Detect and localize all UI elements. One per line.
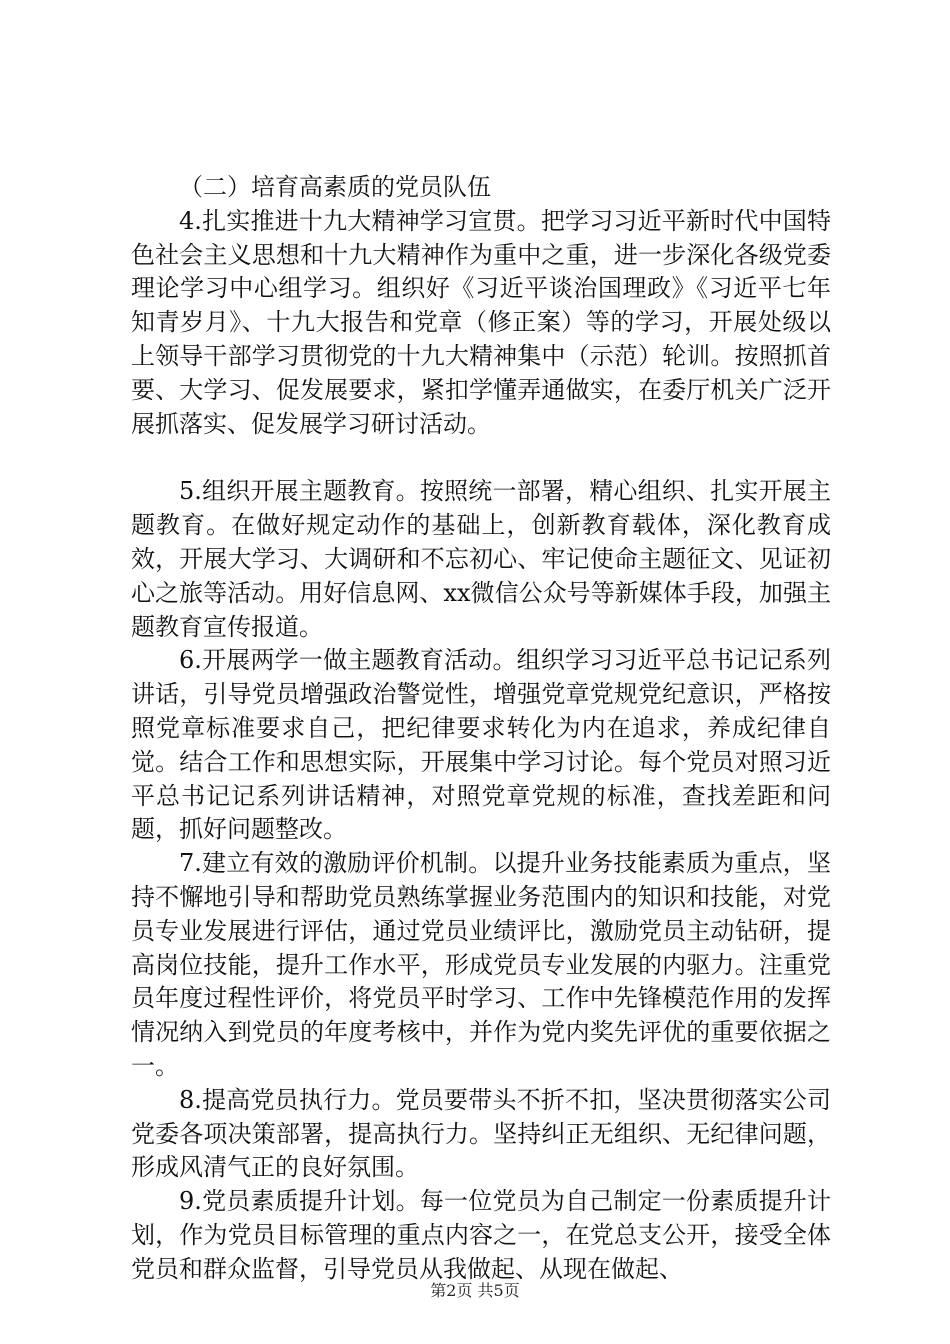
page-footer: 第2页 共5页 [430,1281,520,1300]
paragraph-6: 6.开展两学一做主题教育活动。组织学习习近平总书记记系列讲话，引导党员增强政治警觉性，增强党章党规党纪意识，严格按照党章标准要求自己，把纪律要求转化为内在追求，养成纪律自觉。结合工作和思想实际，开展集中学习讨论。每个党员对照习近平总书记记系列讲话精神，对照党章党规的标准，查找差距和问题，抓好问题整改。 [131,646,831,844]
paragraph-5: 5.组织开展主题教育。按照统一部署，精心组织、扎实开展主题教育。在做好规定动作的基础上，创新教育载体，深化教育成效，开展大学习、大调研和不忘初心、牢记使命主题征文、见证初心之旅等活动。用好信息网、xx微信公众号等新媒体手段，加强主题教育宣传报道。 [131,477,831,641]
document-body [131,171,831,1287]
paragraph-7: 7.建立有效的激励评价机制。以提升业务技能素质为重点，坚持不懈地引导和帮助党员熟练掌握业务范围内的知识和技能，对党员专业发展进行评估，通过党员业绩评比，激励党员主动钻研，提高岗位技能，提升工作水平，形成党员专业发展的内驱力。注重党员年度过程性评价，将党员平时学习、工作中先锋模范作用的发挥情况纳入到党员的年度考核中，并作为党内奖先评优的重要依据之一。 [131,849,831,1080]
paragraph-8: 8.提高党员执行力。党员要带头不折不扣，坚决贯彻落实公司党委各项决策部署，提高执行力。坚持纠正无组织、无纪律问题，形成风清气正的良好氛围。 [131,1085,831,1182]
paragraph-4: 4.扎实推进十九大精神学习宣贯。把学习习近平新时代中国特色社会主义思想和十九大精神作为重中之重，进一步深化各级党委理论学习中心组学习。组织好《习近平谈治国理政》《习近平七年知青岁月》、十九大报告和党章（修正案）等的学习，开展处级以上领导干部学习贯彻党的十九大精神集中（示范）轮训。按照抓首要、大学习、促发展要求，紧扣学懂弄通做实，在委厅机关广泛开展抓落实、促发展学习研讨活动。 [131,206,831,438]
section-heading: （二）培育高素质的党员队伍 [179,173,491,201]
paragraph-9: 9.党员素质提升计划。每一位党员为自己制定一份素质提升计划，作为党员目标管理的重点内容之一，在党总支公开，接受全体党员和群众监督，引导党员从我做起、从现在做起、 [131,1187,831,1283]
